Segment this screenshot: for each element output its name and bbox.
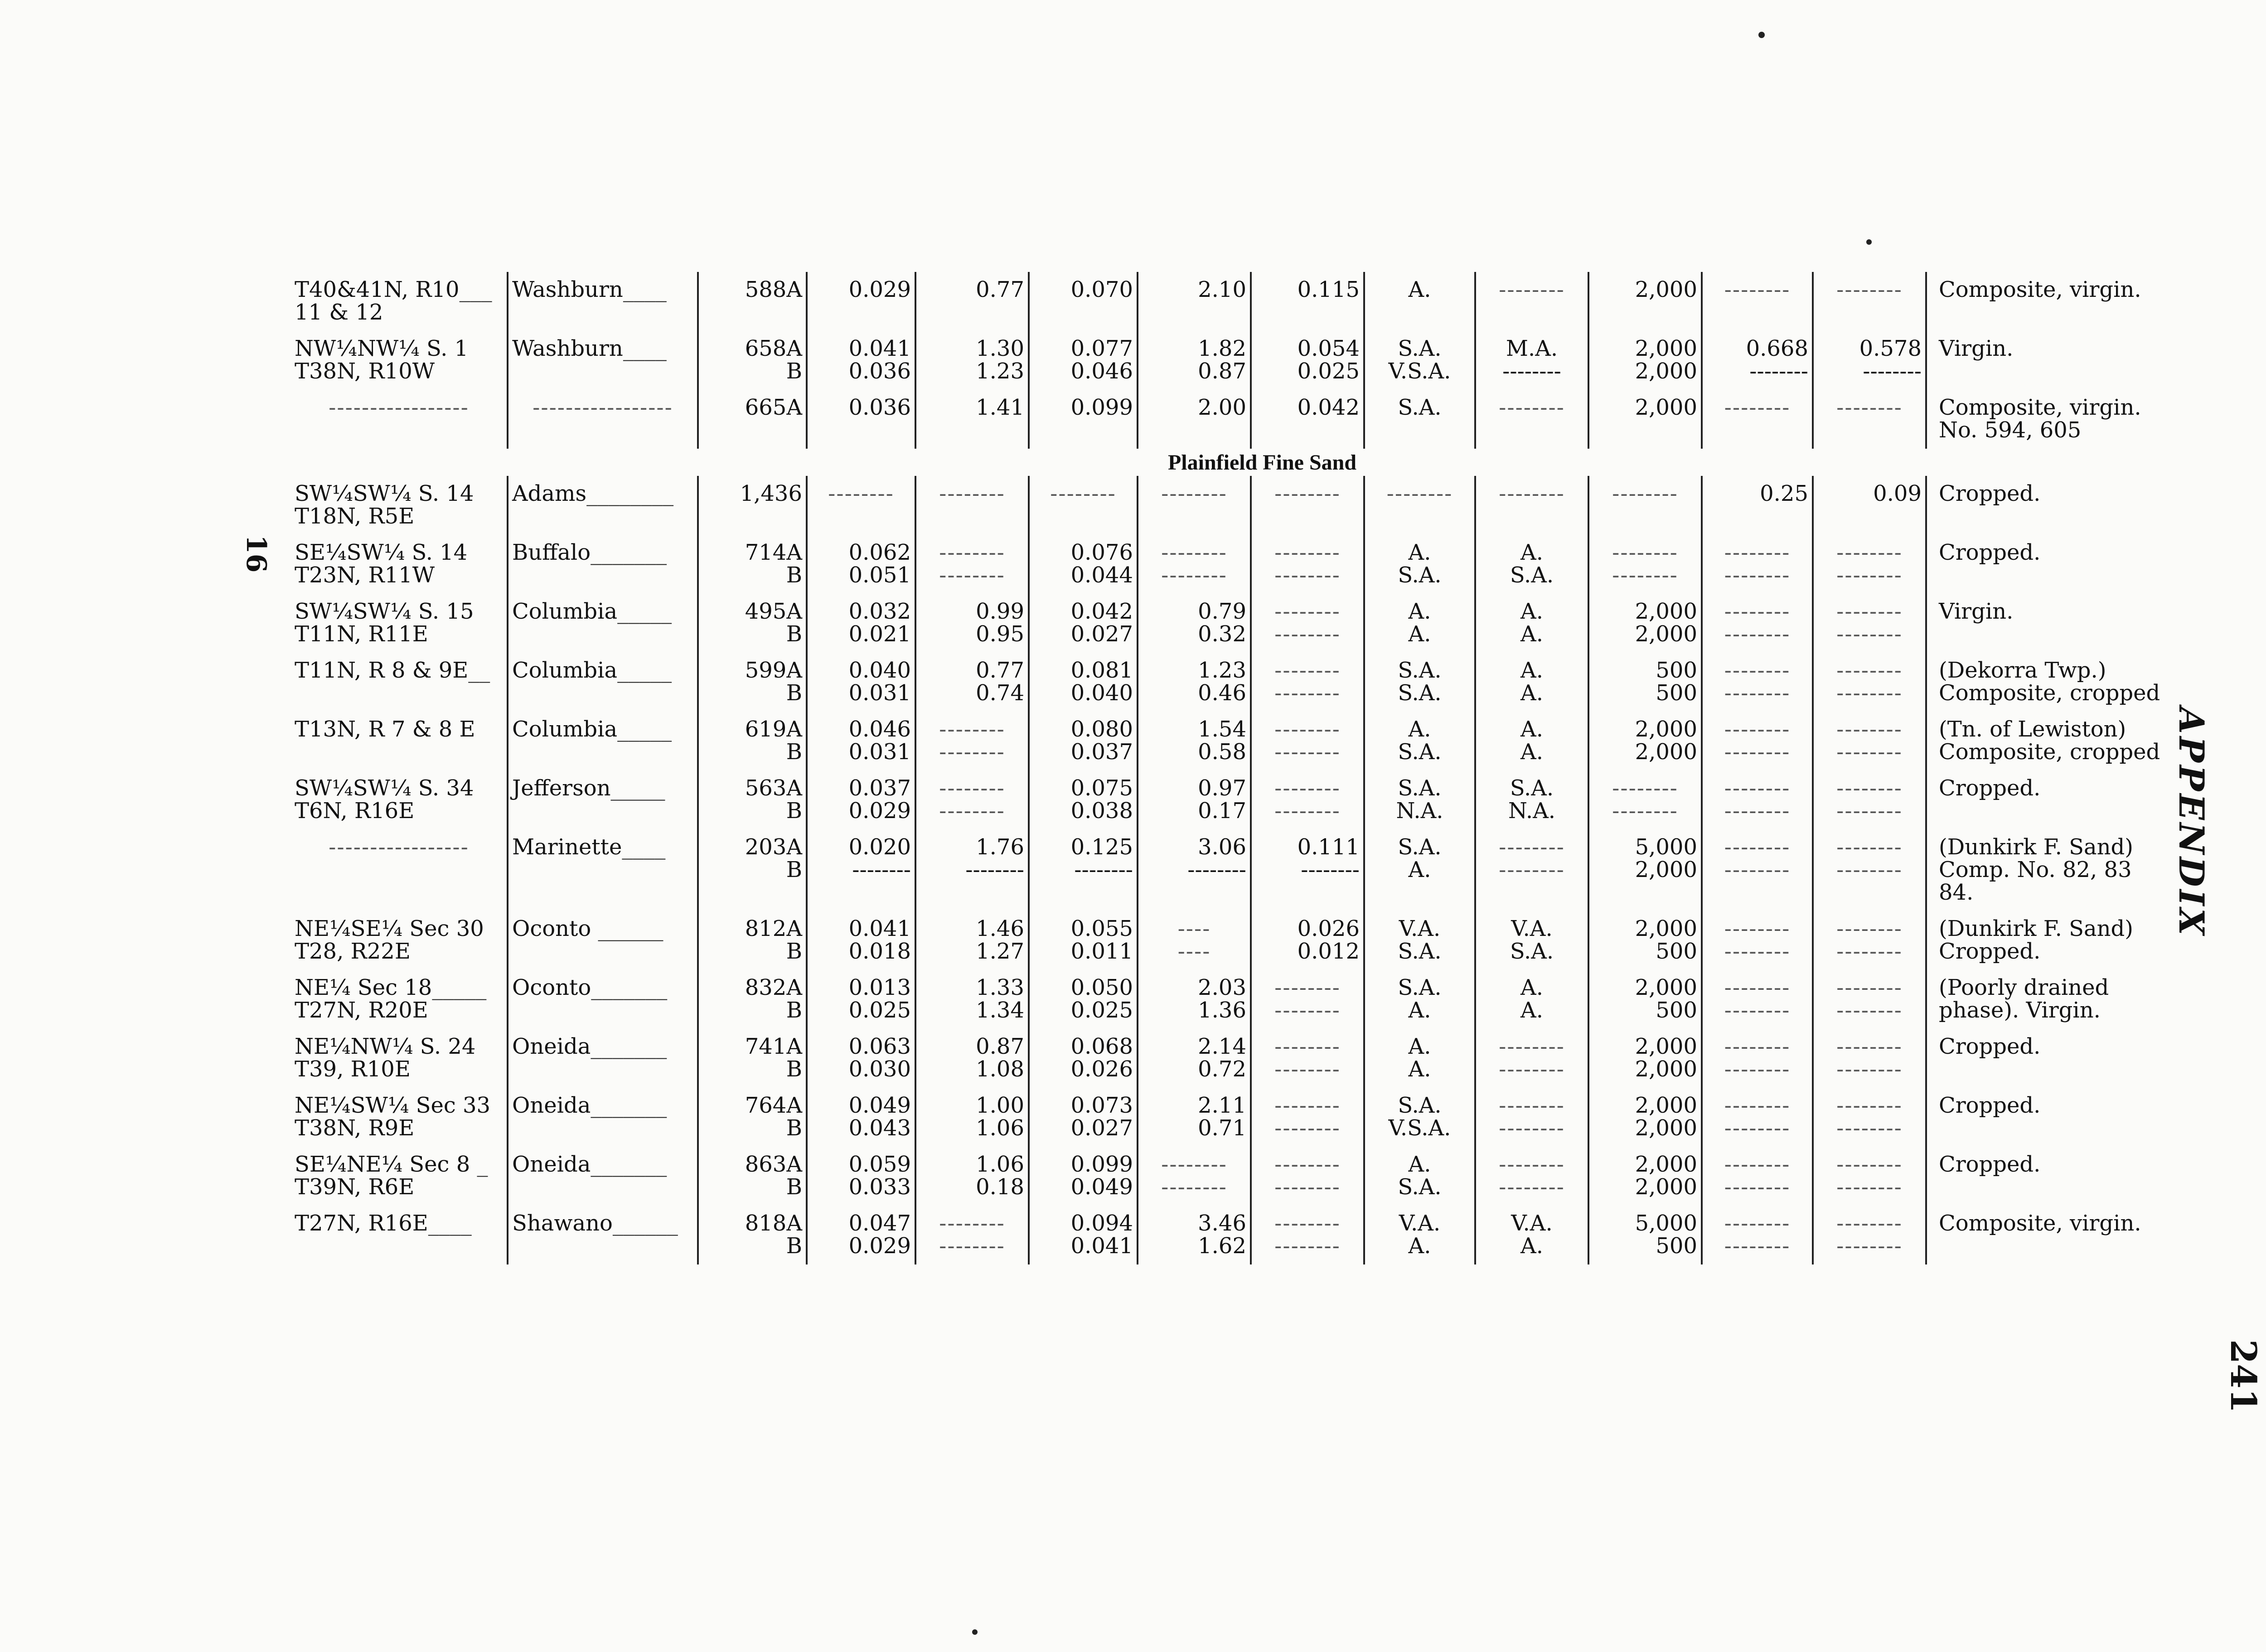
appendix-label: APPENDIX xyxy=(2171,707,2212,938)
cell-county: Columbia_____ xyxy=(508,653,698,712)
cell-county: Oconto_______ xyxy=(508,970,698,1029)
cell-c7: A. A. xyxy=(1475,653,1588,712)
cell-c10: -------- -------- xyxy=(1813,594,1926,653)
cell-c10: 0.578 -------- xyxy=(1813,331,1926,390)
cell-loc: NE¼SE¼ Sec 30 T28, R22E xyxy=(295,916,484,964)
cell-c5: 0.042 xyxy=(1251,390,1364,449)
cell-sample: 588A xyxy=(698,272,807,331)
cell-rem: (Dunkirk F. Sand) Comp. No. 82, 83 84. xyxy=(1926,829,2239,911)
cell-c6: -------- xyxy=(1364,476,1475,535)
cell-county: Columbia_____ xyxy=(508,594,698,653)
cell-c10: -------- -------- xyxy=(1813,829,1926,911)
cell-c10: -------- xyxy=(1813,272,1926,331)
cell-rem: Cropped. xyxy=(1926,1147,2239,1206)
cell-c9: -------- xyxy=(1702,390,1813,449)
cell-c9: -------- -------- xyxy=(1702,970,1813,1029)
table-row xyxy=(286,390,2239,449)
cell-c4: 1.23 0.46 xyxy=(1138,653,1251,712)
cell-c9: -------- -------- xyxy=(1702,1088,1813,1147)
table-row xyxy=(286,911,2239,970)
table-row xyxy=(286,1147,2239,1206)
cell-c5: 0.115 xyxy=(1251,272,1364,331)
cell-c8: 2,000 2,000 xyxy=(1588,1029,1702,1088)
cell-loc: NE¼SW¼ Sec 33 T38N, R9E xyxy=(295,1093,491,1141)
cell-c2: 0.77 xyxy=(915,272,1029,331)
cell-c3: 0.050 0.025 xyxy=(1029,970,1138,1029)
cell-rem: (Dunkirk F. Sand) Cropped. xyxy=(1926,911,2239,970)
cell-sample: 764A B xyxy=(698,1088,807,1147)
cell-c6: S.A. S.A. xyxy=(1364,653,1475,712)
cell-c6: A. A. xyxy=(1364,1029,1475,1088)
table-row xyxy=(286,331,2239,390)
cell-c8: -------- xyxy=(1588,476,1702,535)
cell-c8: -------- -------- xyxy=(1588,770,1702,829)
cell-c7: -------- -------- xyxy=(1475,1029,1588,1088)
cell-c6: A. S.A. xyxy=(1364,1147,1475,1206)
cell-rem: Cropped. xyxy=(1926,770,2239,829)
cell-c10: -------- -------- xyxy=(1813,535,1926,594)
cell-sample: 619A B xyxy=(698,712,807,770)
cell-c5: -------- -------- xyxy=(1251,712,1364,770)
cell-c7: S.A. N.A. xyxy=(1475,770,1588,829)
cell-sample: 714A B xyxy=(698,535,807,594)
stray-speck xyxy=(1866,239,1872,245)
cell-c3: 0.080 0.037 xyxy=(1029,712,1138,770)
cell-c5: -------- -------- xyxy=(1251,535,1364,594)
cell-c9: -------- -------- xyxy=(1702,653,1813,712)
cell-c3: 0.081 0.040 xyxy=(1029,653,1138,712)
cell-rem: Cropped. xyxy=(1926,1029,2239,1088)
cell-c5: -------- -------- xyxy=(1251,1088,1364,1147)
cell-c3: 0.125 -------- xyxy=(1029,829,1138,911)
cell-c9: -------- -------- xyxy=(1702,770,1813,829)
cell-c3: 0.075 0.038 xyxy=(1029,770,1138,829)
cell-c3: 0.076 0.044 xyxy=(1029,535,1138,594)
cell-c5: -------- -------- xyxy=(1251,1147,1364,1206)
cell-c2: -------- -------- xyxy=(915,712,1029,770)
cell-c8: 2,000 2,000 xyxy=(1588,1147,1702,1206)
cell-c1: 0.040 0.031 xyxy=(807,653,915,712)
cell-loc: NE¼NW¼ S. 24 T39, R10E xyxy=(295,1034,476,1082)
cell-c3: 0.073 0.027 xyxy=(1029,1088,1138,1147)
cell-loc: SW¼SW¼ S. 34 T6N, R16E xyxy=(295,775,474,824)
cell-c10: 0.09 xyxy=(1813,476,1926,535)
cell-c1: 0.036 xyxy=(807,390,915,449)
cell-sample: 563A B xyxy=(698,770,807,829)
cell-c3: 0.070 xyxy=(1029,272,1138,331)
cell-c10: -------- -------- xyxy=(1813,1147,1926,1206)
cell-c3: -------- xyxy=(1029,476,1138,535)
cell-county: Oneida_______ xyxy=(508,1147,698,1206)
cell-c4: ---- ---- xyxy=(1138,911,1251,970)
table-row xyxy=(286,712,2239,770)
cell-loc: T11N, R 8 & 9E__ xyxy=(295,658,490,683)
cell-c8: 5,000 2,000 xyxy=(1588,829,1702,911)
cell-c10: -------- -------- xyxy=(1813,911,1926,970)
stray-speck xyxy=(972,1629,978,1635)
cell-c5: -------- -------- xyxy=(1251,653,1364,712)
cell-c4: 0.79 0.32 xyxy=(1138,594,1251,653)
cell-c2: 1.00 1.06 xyxy=(915,1088,1029,1147)
cell-c7: -------- xyxy=(1475,476,1588,535)
cell-c2: -------- xyxy=(915,476,1029,535)
cell-c8: 5,000 500 xyxy=(1588,1206,1702,1264)
cell-loc: SE¼NE¼ Sec 8 _ T39N, R6E xyxy=(295,1152,488,1200)
cell-c8: 2,000 xyxy=(1588,272,1702,331)
cell-c7: V.A. S.A. xyxy=(1475,911,1588,970)
cell-sample: 495A B xyxy=(698,594,807,653)
cell-c4: 2.11 0.71 xyxy=(1138,1088,1251,1147)
cell-c9: -------- -------- xyxy=(1702,1029,1813,1088)
stray-speck xyxy=(1758,32,1765,38)
cell-c4: -------- -------- xyxy=(1138,1147,1251,1206)
cell-c7: -------- -------- xyxy=(1475,829,1588,911)
cell-c9: -------- -------- xyxy=(1702,911,1813,970)
cell-sample: 1,436 xyxy=(698,476,807,535)
cell-c1: 0.041 0.036 xyxy=(807,331,915,390)
cell-sample: 665A xyxy=(698,390,807,449)
cell-county: Marinette____ xyxy=(508,829,698,911)
cell-county: Shawano______ xyxy=(508,1206,698,1264)
cell-c9: -------- -------- xyxy=(1702,712,1813,770)
page-number-right: 241 xyxy=(2222,1339,2264,1413)
soil-analysis-table xyxy=(286,272,2239,1264)
cell-c10: -------- -------- xyxy=(1813,1206,1926,1264)
cell-rem: Virgin. xyxy=(1926,331,2239,390)
cell-county: ----------------- xyxy=(508,390,698,449)
cell-c7: -------- xyxy=(1475,272,1588,331)
cell-rem: Cropped. xyxy=(1926,1088,2239,1147)
cell-rem: Cropped. xyxy=(1926,476,2239,535)
cell-county: Washburn____ xyxy=(508,272,698,331)
cell-c3: 0.099 xyxy=(1029,390,1138,449)
cell-c6: A. A. xyxy=(1364,594,1475,653)
cell-c9: -------- -------- xyxy=(1702,535,1813,594)
table-row xyxy=(286,1206,2239,1264)
cell-c5: -------- -------- xyxy=(1251,970,1364,1029)
cell-c2: -------- -------- xyxy=(915,535,1029,594)
cell-c8: 2,000 500 xyxy=(1588,911,1702,970)
cell-c10: -------- -------- xyxy=(1813,770,1926,829)
cell-c2: 1.30 1.23 xyxy=(915,331,1029,390)
cell-c7: A. A. xyxy=(1475,712,1588,770)
cell-c7: -------- -------- xyxy=(1475,1088,1588,1147)
table-row xyxy=(286,535,2239,594)
cell-rem: Composite, virgin. xyxy=(1926,1206,2239,1264)
cell-c2: -------- -------- xyxy=(915,1206,1029,1264)
cell-loc: T40&41N, R10___ 11 & 12 xyxy=(295,277,492,325)
cell-c5: -------- -------- xyxy=(1251,1029,1364,1088)
section-heading-row xyxy=(286,449,2239,476)
cell-sample: 741A B xyxy=(698,1029,807,1088)
cell-sample: 832A B xyxy=(698,970,807,1029)
cell-c7: M.A. -------- xyxy=(1475,331,1588,390)
cell-c3: 0.055 0.011 xyxy=(1029,911,1138,970)
cell-c2: 0.77 0.74 xyxy=(915,653,1029,712)
cell-c8: 2,000 xyxy=(1588,390,1702,449)
cell-c3: 0.094 0.041 xyxy=(1029,1206,1138,1264)
cell-c9: -------- -------- xyxy=(1702,594,1813,653)
cell-c1: 0.037 0.029 xyxy=(807,770,915,829)
cell-c2: 1.76 -------- xyxy=(915,829,1029,911)
table-row xyxy=(286,1029,2239,1088)
cell-c4: -------- xyxy=(1138,476,1251,535)
section-heading: Plainfield Fine Sand xyxy=(1167,451,1357,475)
cell-c2: 1.46 1.27 xyxy=(915,911,1029,970)
cell-c7: A. A. xyxy=(1475,970,1588,1029)
cell-c6: S.A. N.A. xyxy=(1364,770,1475,829)
cell-c4: 2.10 xyxy=(1138,272,1251,331)
cell-c8: 2,000 2,000 xyxy=(1588,712,1702,770)
cell-sample: 599A B xyxy=(698,653,807,712)
cell-c10: -------- xyxy=(1813,390,1926,449)
cell-c9: -------- xyxy=(1702,272,1813,331)
cell-c4: 3.46 1.62 xyxy=(1138,1206,1251,1264)
cell-rem: (Tn. of Lewiston) Composite, cropped xyxy=(1926,712,2239,770)
cell-c6: S.A. A. xyxy=(1364,970,1475,1029)
cell-c9: -------- -------- xyxy=(1702,829,1813,911)
cell-c2: 0.87 1.08 xyxy=(915,1029,1029,1088)
cell-loc: ----------------- xyxy=(329,395,469,420)
cell-c8: -------- -------- xyxy=(1588,535,1702,594)
cell-county: Oneida_______ xyxy=(508,1088,698,1147)
cell-c4: 2.03 1.36 xyxy=(1138,970,1251,1029)
cell-county: Columbia_____ xyxy=(508,712,698,770)
cell-c6: V.A. S.A. xyxy=(1364,911,1475,970)
cell-c7: V.A. A. xyxy=(1475,1206,1588,1264)
table-row xyxy=(286,272,2239,331)
cell-c1: 0.029 xyxy=(807,272,915,331)
cell-c4: 0.97 0.17 xyxy=(1138,770,1251,829)
cell-loc: SE¼SW¼ S. 14 T23N, R11W xyxy=(295,540,468,588)
cell-c8: 2,000 2,000 xyxy=(1588,331,1702,390)
cell-loc: ----------------- xyxy=(329,834,469,860)
cell-c4: -------- -------- xyxy=(1138,535,1251,594)
cell-sample: 818A B xyxy=(698,1206,807,1264)
cell-c8: 2,000 2,000 xyxy=(1588,1088,1702,1147)
cell-c10: -------- -------- xyxy=(1813,1088,1926,1147)
cell-c6: A. S.A. xyxy=(1364,712,1475,770)
cell-c2: 1.33 1.34 xyxy=(915,970,1029,1029)
cell-c5: -------- xyxy=(1251,476,1364,535)
cell-c8: 2,000 500 xyxy=(1588,970,1702,1029)
cell-c7: -------- xyxy=(1475,390,1588,449)
cell-c10: -------- -------- xyxy=(1813,970,1926,1029)
cell-loc: SW¼SW¼ S. 14 T18N, R5E xyxy=(295,481,474,529)
cell-c4: 2.14 0.72 xyxy=(1138,1029,1251,1088)
cell-c3: 0.077 0.046 xyxy=(1029,331,1138,390)
table-row xyxy=(286,970,2239,1029)
cell-c6: S.A. xyxy=(1364,390,1475,449)
cell-c2: 1.06 0.18 xyxy=(915,1147,1029,1206)
cell-c3: 0.068 0.026 xyxy=(1029,1029,1138,1088)
cell-c7: -------- -------- xyxy=(1475,1147,1588,1206)
cell-c5: 0.026 0.012 xyxy=(1251,911,1364,970)
cell-c2: 0.99 0.95 xyxy=(915,594,1029,653)
cell-c1: 0.062 0.051 xyxy=(807,535,915,594)
cell-county: Adams________ xyxy=(508,476,698,535)
cell-c1: 0.013 0.025 xyxy=(807,970,915,1029)
cell-loc: NE¼ Sec 18_____ T27N, R20E xyxy=(295,975,487,1023)
cell-c1: 0.020 -------- xyxy=(807,829,915,911)
cell-c8: 2,000 2,000 xyxy=(1588,594,1702,653)
cell-c5: -------- -------- xyxy=(1251,1206,1364,1264)
cell-c10: -------- -------- xyxy=(1813,712,1926,770)
cell-sample: 203A B xyxy=(698,829,807,911)
cell-c7: A. A. xyxy=(1475,594,1588,653)
cell-c6: A. S.A. xyxy=(1364,535,1475,594)
cell-c4: 2.00 xyxy=(1138,390,1251,449)
cell-c9: -------- -------- xyxy=(1702,1147,1813,1206)
cell-c7: A. S.A. xyxy=(1475,535,1588,594)
cell-loc: SW¼SW¼ S. 15 T11N, R11E xyxy=(295,599,474,647)
cell-loc: T27N, R16E____ xyxy=(295,1211,472,1236)
cell-c1: 0.041 0.018 xyxy=(807,911,915,970)
table-row xyxy=(286,476,2239,535)
cell-c4: 3.06 -------- xyxy=(1138,829,1251,911)
cell-c1: 0.047 0.029 xyxy=(807,1206,915,1264)
cell-c3: 0.099 0.049 xyxy=(1029,1147,1138,1206)
cell-c1: 0.063 0.030 xyxy=(807,1029,915,1088)
cell-c9: 0.668 -------- xyxy=(1702,331,1813,390)
cell-sample: 812A B xyxy=(698,911,807,970)
cell-rem: (Dekorra Twp.) Composite, cropped xyxy=(1926,653,2239,712)
cell-c5: 0.111 -------- xyxy=(1251,829,1364,911)
cell-rem: Virgin. xyxy=(1926,594,2239,653)
cell-c5: -------- -------- xyxy=(1251,770,1364,829)
cell-county: Oneida_______ xyxy=(508,1029,698,1088)
cell-c6: S.A. V.S.A. xyxy=(1364,331,1475,390)
cell-county: Washburn____ xyxy=(508,331,698,390)
cell-c4: 1.82 0.87 xyxy=(1138,331,1251,390)
cell-c10: -------- -------- xyxy=(1813,653,1926,712)
cell-rem: Cropped. xyxy=(1926,535,2239,594)
cell-c8: 500 500 xyxy=(1588,653,1702,712)
cell-c6: S.A. A. xyxy=(1364,829,1475,911)
table-row xyxy=(286,770,2239,829)
table-row xyxy=(286,594,2239,653)
cell-c1: 0.046 0.031 xyxy=(807,712,915,770)
cell-c1: 0.049 0.043 xyxy=(807,1088,915,1147)
cell-c6: S.A. V.S.A. xyxy=(1364,1088,1475,1147)
table-row xyxy=(286,653,2239,712)
cell-c5: 0.054 0.025 xyxy=(1251,331,1364,390)
cell-c2: 1.41 xyxy=(915,390,1029,449)
cell-county: Buffalo_______ xyxy=(508,535,698,594)
cell-sample: 863A B xyxy=(698,1147,807,1206)
cell-c9: 0.25 xyxy=(1702,476,1813,535)
cell-c9: -------- -------- xyxy=(1702,1206,1813,1264)
cell-c2: -------- -------- xyxy=(915,770,1029,829)
cell-c1: 0.059 0.033 xyxy=(807,1147,915,1206)
cell-c10: -------- -------- xyxy=(1813,1029,1926,1088)
cell-c1: 0.032 0.021 xyxy=(807,594,915,653)
page-number-left: 16 xyxy=(240,535,272,573)
cell-c6: A. xyxy=(1364,272,1475,331)
cell-sample: 658A B xyxy=(698,331,807,390)
cell-loc: T13N, R 7 & 8 E xyxy=(295,717,475,742)
cell-rem: (Poorly drained phase). Virgin. xyxy=(1926,970,2239,1029)
cell-loc: NW¼NW¼ S. 1 T38N, R10W xyxy=(295,336,469,384)
cell-c3: 0.042 0.027 xyxy=(1029,594,1138,653)
cell-c5: -------- -------- xyxy=(1251,594,1364,653)
cell-c6: V.A. A. xyxy=(1364,1206,1475,1264)
cell-county: Jefferson_____ xyxy=(508,770,698,829)
cell-c1: -------- xyxy=(807,476,915,535)
cell-county: Oconto ______ xyxy=(508,911,698,970)
cell-c4: 1.54 0.58 xyxy=(1138,712,1251,770)
table-row xyxy=(286,829,2239,911)
cell-rem: Composite, virgin. xyxy=(1926,272,2239,331)
cell-rem: Composite, virgin. No. 594, 605 xyxy=(1926,390,2239,449)
table-row xyxy=(286,1088,2239,1147)
